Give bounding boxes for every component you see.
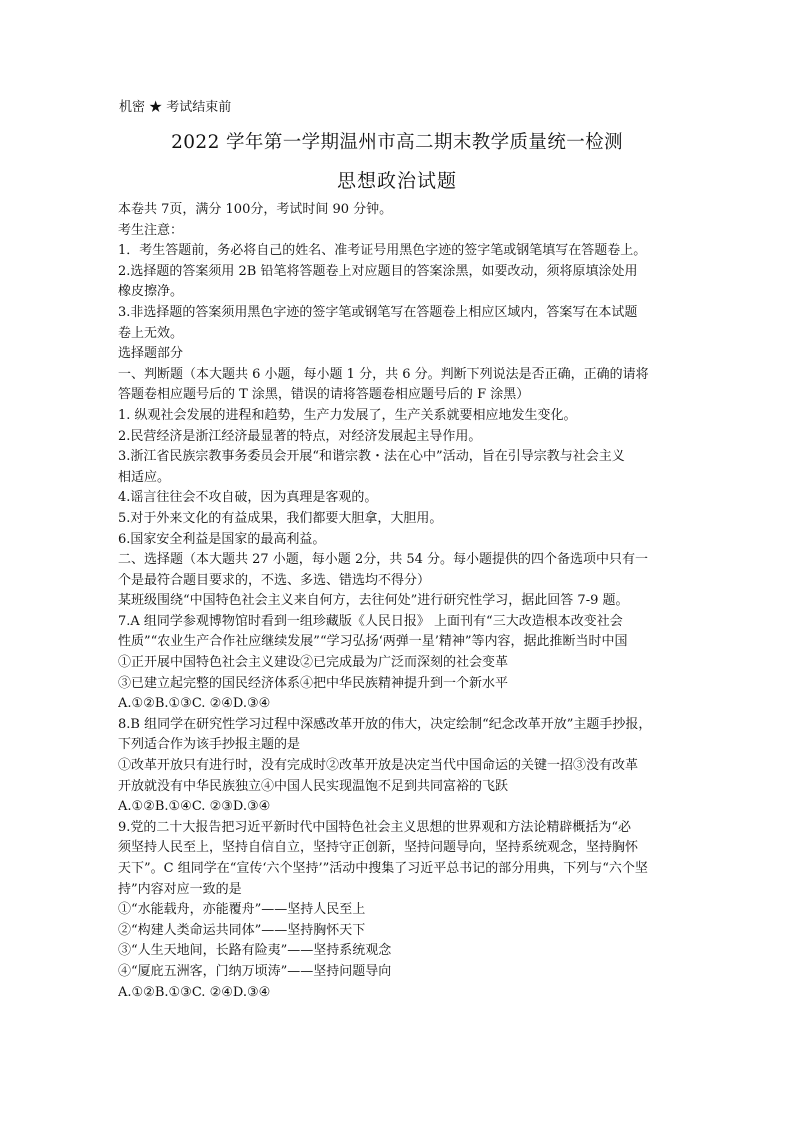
- question-8-statement: ①改革开放只有进行时，没有完成时②改革开放是决定当代中国命运的关键一招③没有改革: [118, 758, 639, 774]
- question-9: 9.党的二十大报告把习近平新时代中国特色社会主义思想的世界观和方法论精辟概括为“必: [118, 819, 632, 835]
- notice-item: 卷上无效。: [118, 325, 184, 341]
- question-group-lead: 某班级围绕“中国特色社会主义来自何方，去往何处”进行研究性学习，据此回答 7-9 题。: [118, 593, 629, 609]
- notice-item: 2.选择题的答案须用 2B 铅笔将答题卷上对应题目的答案涂黑，如要改动，须将原填涂处用: [118, 263, 638, 279]
- question-7: 性质”“农业生产合作社应继续发展”“学习弘扬‘两弹一星’精神”等内容，据此推断当时中国: [118, 634, 628, 650]
- question-9-statement: ①“水能载舟，亦能覆舟”——坚持人民至上: [118, 902, 366, 918]
- question-4: 4.谣言往往会不攻自破，因为真理是客观的。: [118, 490, 378, 506]
- question-7-statement: ③已建立起完整的国民经济体系④把中华民族精神提升到一个新水平: [118, 675, 509, 691]
- question-7-statement: ①正开展中国特色社会主义建设②已完成最为广泛而深刻的社会变革: [118, 655, 509, 671]
- part-heading: 答题卷相应题号后的 T 涂黑，错误的请将答题卷相应题号后的 F 涂黑）: [118, 387, 530, 403]
- question-3: 3.浙江省民族宗教事务委员会开展“和谐宗教・法在心中”活动，旨在引导宗教与社会主义: [118, 449, 625, 465]
- question-9-statement: ②“构建人类命运共同体”——坚持胸怀天下: [118, 922, 366, 938]
- part-heading: 一、判断题（本大题共 6 小题，每小题 1 分，共 6 分。判断下列说法是否正确，正确的请将: [118, 366, 649, 382]
- notice-title: 考生注意：: [118, 222, 184, 238]
- confidential-label: 机密 ★ 考试结束前: [119, 100, 232, 115]
- notice-item: 橡皮擦净。: [118, 284, 184, 300]
- question-7-options: A.①②B.①③C. ②④D.③④: [118, 696, 271, 712]
- question-9-statement: ③“人生天地间，长路有险夷”——坚持系统观念: [118, 943, 392, 959]
- exam-subtitle: 思想政治试题: [336, 170, 457, 192]
- question-9-statement: ④“厦庇五洲客，门纳万顷涛”——坚持问题导向: [118, 963, 392, 979]
- exam-title: 2022 学年第一学期温州市高二期末教学质量统一检测: [171, 132, 623, 153]
- notice-item: 3.非选择题的答案须用黑色字迹的签字笔或钢笔写在答题卷上相应区域内，答案写在本试题: [118, 304, 638, 320]
- paper-info: 本卷共 7页，满分 100分，考试时间 90 分钟。: [118, 202, 393, 217]
- section-heading: 选择题部分: [118, 346, 184, 362]
- question-8-options: A.①②B.①④C. ②③D.③④: [118, 799, 271, 815]
- part-heading: 二、选择题（本大题共 27 小题，每小题 2分，共 54 分。每小题提供的四个备选项中只有一: [118, 552, 649, 568]
- question-1: 1. 纵观社会发展的进程和趋势，生产力发展了，生产关系就要相应地发生变化。: [118, 407, 577, 423]
- question-9: 持”内容对应一致的是: [118, 881, 242, 897]
- question-9-options: A.①②B.①③C. ②④D.③④: [118, 984, 271, 1000]
- question-9: 天下”。C 组同学在“宣传‘六个坚持’”活动中搜集了习近平总书记的部分用典，下列与“六个坚: [118, 861, 648, 876]
- question-9: 须坚持人民至上，坚持自信自立，坚持守正创新，坚持问题导向，坚持系统观念，坚持胸怀: [118, 840, 639, 856]
- question-7: 7.A 组同学参观博物馆时看到一组珍藏版《人民日报》 上面刊有“三大改造根本改变社会: [118, 613, 623, 629]
- question-8: 下列适合作为该手抄报主题的是: [118, 737, 301, 753]
- notice-item: 1．考生答题前，务必将自己的姓名、准考证号用黑色字迹的签字笔或钢笔填写在答题卷上。: [118, 243, 647, 259]
- exam-body: [118, 200, 683, 1003]
- question-8: 8.B 组同学在研究性学习过程中深感改革开放的伟大，决定绘制“纪念改革开放”主题手抄报，: [118, 716, 652, 732]
- question-6: 6.国家安全利益是国家的最高利益。: [118, 531, 326, 547]
- question-3: 相适应。: [118, 469, 171, 485]
- question-8-statement: 开放就没有中华民族独立④中国人民实现温饱不足到共同富裕的飞跃: [118, 778, 509, 794]
- question-2: 2.民营经济是浙江经济最显著的特点，对经济发展起主导作用。: [118, 428, 482, 444]
- part-heading: 个是最符合题目要求的，不选、多选、错选均不得分）: [118, 572, 431, 588]
- question-5: 5.对于外来文化的有益成果，我们都要大胆拿，大胆用。: [118, 510, 443, 526]
